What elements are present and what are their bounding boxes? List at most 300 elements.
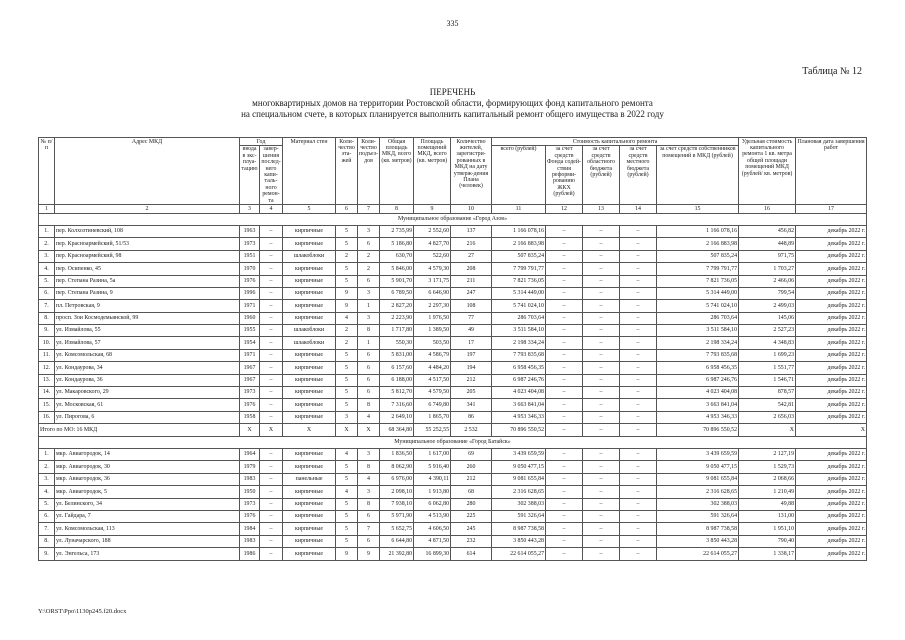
table-row xyxy=(39,349,867,361)
table-cell: 9 050 477,15 xyxy=(492,461,546,473)
table-cell: 1973 xyxy=(240,387,260,399)
table-cell: – xyxy=(546,238,583,250)
table-cell: 1976 xyxy=(240,510,260,522)
table-cell: – xyxy=(583,473,620,485)
table-cell: 6. xyxy=(39,287,55,299)
table-cell: 86 xyxy=(451,411,492,423)
table-cell: 6 xyxy=(358,374,380,386)
table-cell: 6 xyxy=(358,387,380,399)
table-cell: 3 xyxy=(358,312,380,324)
table-cell: декабрь 2022 г. xyxy=(796,263,867,275)
table-cell: 22 614 055,27 xyxy=(492,548,546,560)
total-cell: X xyxy=(336,424,358,436)
column-number: 8 xyxy=(380,205,414,214)
table-cell: 878,57 xyxy=(739,387,796,399)
table-cell: 108 xyxy=(451,300,492,312)
table-cell: кирпичные xyxy=(283,535,336,547)
table-cell: 5 xyxy=(336,523,358,535)
table-cell: ул. Измайлова, 57 xyxy=(55,337,240,349)
table-cell: 302 388,03 xyxy=(492,498,546,510)
column-number: 10 xyxy=(451,205,492,214)
table-cell: 9 xyxy=(336,300,358,312)
table-cell: – xyxy=(620,498,657,510)
total-cell: 55 252,55 xyxy=(414,424,451,436)
table-row xyxy=(39,238,867,250)
table-cell: 8 xyxy=(358,461,380,473)
table-cell: 260 xyxy=(451,461,492,473)
table-cell: – xyxy=(620,473,657,485)
table-cell: 2 316 628,65 xyxy=(657,486,739,498)
table-row xyxy=(39,411,867,423)
section-title: Муниципальное образование «Город Батайск» xyxy=(39,436,867,448)
table-cell: 5 xyxy=(336,510,358,522)
table-cell: ул. Комсомольская, 113 xyxy=(55,523,240,535)
table-row xyxy=(39,362,867,374)
table-cell: кирпичные xyxy=(283,498,336,510)
table-row xyxy=(39,510,867,522)
table-cell: 799,54 xyxy=(739,287,796,299)
table-cell: 22 614 055,27 xyxy=(657,548,739,560)
table-cell: мкр. Авиагородок, 14 xyxy=(55,448,240,460)
table-cell: 1973 xyxy=(240,498,260,510)
table-cell: – xyxy=(620,300,657,312)
table-cell: – xyxy=(260,498,283,510)
table-cell: 8. xyxy=(39,312,55,324)
table-cell: 1 551,77 xyxy=(739,362,796,374)
table-cell: – xyxy=(546,263,583,275)
table-cell: – xyxy=(583,411,620,423)
table-cell: кирпичные xyxy=(283,399,336,411)
table-cell: – xyxy=(546,312,583,324)
header-cost-fund: за счет средств Фонда содей-ствия реформи-рованию ЖКХ (рублей) xyxy=(546,145,583,204)
table-cell: 280 xyxy=(451,498,492,510)
table-cell: – xyxy=(260,399,283,411)
table-cell: – xyxy=(620,337,657,349)
header-year-last-repair: завер-шения послед-него капи-таль-ного ремон-та xyxy=(261,146,281,204)
table-cell: 591 326,64 xyxy=(492,510,546,522)
table-cell: ул. Московская, 61 xyxy=(55,399,240,411)
table-cell: 522,60 xyxy=(414,250,451,262)
table-cell: 5 xyxy=(336,473,358,485)
total-label: Итого по МО: 16 МКД xyxy=(39,424,240,436)
table-cell: 137 xyxy=(451,225,492,237)
table-cell: декабрь 2022 г. xyxy=(796,548,867,560)
table-cell: 8 xyxy=(358,325,380,337)
table-row xyxy=(39,225,867,237)
total-cell: X xyxy=(260,424,283,436)
table-cell: – xyxy=(546,362,583,374)
table-cell: 4 484,20 xyxy=(414,362,451,374)
table-cell: – xyxy=(620,411,657,423)
table-cell: 208 xyxy=(451,263,492,275)
total-cell: – xyxy=(620,424,657,436)
table-cell: 27 xyxy=(451,250,492,262)
table-cell: – xyxy=(546,287,583,299)
table-cell: – xyxy=(260,448,283,460)
table-cell: 5 741 024,10 xyxy=(657,300,739,312)
table-row xyxy=(39,250,867,262)
table-cell: 7 821 736,05 xyxy=(492,275,546,287)
table-cell: 245 xyxy=(451,523,492,535)
table-cell: 1 913,80 xyxy=(414,486,451,498)
table-cell: 2 223,90 xyxy=(380,312,414,324)
table-cell: – xyxy=(546,486,583,498)
table-cell: 6 xyxy=(358,535,380,547)
table-cell: 69 xyxy=(451,448,492,460)
table-cell: 8 062,90 xyxy=(380,461,414,473)
table-cell: 1971 xyxy=(240,300,260,312)
table-cell: – xyxy=(620,374,657,386)
table-cell: 205 xyxy=(451,387,492,399)
table-cell: кирпичные xyxy=(283,238,336,250)
table-cell: 8 987 738,58 xyxy=(492,523,546,535)
table-cell: ул. Комсомольская, 68 xyxy=(55,349,240,361)
table-cell: – xyxy=(260,374,283,386)
table-cell: 3 511 584,10 xyxy=(657,325,739,337)
table-cell: – xyxy=(620,535,657,547)
column-number: 7 xyxy=(358,205,380,214)
table-cell: декабрь 2022 г. xyxy=(796,523,867,535)
table-cell: 3 511 584,10 xyxy=(492,325,546,337)
table-cell: 9 050 477,15 xyxy=(657,461,739,473)
table-cell: 1967 xyxy=(240,374,260,386)
table-cell: декабрь 2022 г. xyxy=(796,325,867,337)
table-cell: 12. xyxy=(39,362,55,374)
table-cell: 1971 xyxy=(240,349,260,361)
table-row xyxy=(39,461,867,473)
table-cell: 7 316,60 xyxy=(380,399,414,411)
table-cell: – xyxy=(260,387,283,399)
table-cell: кирпичные xyxy=(283,448,336,460)
table-cell: – xyxy=(546,411,583,423)
table-cell: 49 xyxy=(451,325,492,337)
column-number: 1 xyxy=(39,205,55,214)
table-row xyxy=(39,523,867,535)
table-cell: 6 xyxy=(358,362,380,374)
table-cell: кирпичные xyxy=(283,287,336,299)
table-cell: 2 xyxy=(336,325,358,337)
table-cell: – xyxy=(620,287,657,299)
table-cell: ул. Гайдара, 7 xyxy=(55,510,240,522)
table-cell: 2 527,23 xyxy=(739,325,796,337)
section-row xyxy=(39,436,867,448)
table-cell: – xyxy=(260,275,283,287)
document-heading xyxy=(0,87,905,120)
table-cell: 3. xyxy=(39,250,55,262)
buildings-table xyxy=(38,137,867,561)
section-row xyxy=(39,213,867,225)
column-number: 6 xyxy=(336,205,358,214)
table-cell: – xyxy=(620,312,657,324)
table-cell: – xyxy=(620,349,657,361)
table-cell: 3 663 841,04 xyxy=(492,399,546,411)
table-cell: – xyxy=(583,535,620,547)
table-cell: 2 xyxy=(336,337,358,349)
table-cell: декабрь 2022 г. xyxy=(796,312,867,324)
table-cell: 3 xyxy=(358,287,380,299)
header-year-group: Год xyxy=(240,138,283,146)
table-cell: 232 xyxy=(451,535,492,547)
table-cell: – xyxy=(583,461,620,473)
table-cell: – xyxy=(583,510,620,522)
table-cell: 1 210,49 xyxy=(739,486,796,498)
table-cell: декабрь 2022 г. xyxy=(796,362,867,374)
table-cell: 9 xyxy=(336,548,358,560)
total-cell: X xyxy=(240,424,260,436)
table-cell: 5 186,80 xyxy=(380,238,414,250)
table-cell: пл. Петровская, 9 xyxy=(55,300,240,312)
total-cell: X xyxy=(358,424,380,436)
table-cell: 503,50 xyxy=(414,337,451,349)
table-cell: ул. Измайлова, 55 xyxy=(55,325,240,337)
table-cell: 3 850 443,28 xyxy=(492,535,546,547)
table-cell: кирпичные xyxy=(283,411,336,423)
table-cell: 1 865,70 xyxy=(414,411,451,423)
table-cell: – xyxy=(620,486,657,498)
header-address: Адрес МКД xyxy=(55,138,240,205)
table-cell: 15. xyxy=(39,399,55,411)
table-cell: 4 348,83 xyxy=(739,337,796,349)
table-cell: – xyxy=(583,448,620,460)
table-cell: – xyxy=(546,473,583,485)
table-cell: – xyxy=(260,535,283,547)
table-cell: 2 166 883,98 xyxy=(492,238,546,250)
column-number: 12 xyxy=(546,205,583,214)
table-cell: 212 xyxy=(451,473,492,485)
table-cell: 3. xyxy=(39,473,55,485)
table-cell: – xyxy=(583,548,620,560)
table-cell: декабрь 2022 г. xyxy=(796,486,867,498)
table-cell: 225 xyxy=(451,510,492,522)
table-cell: 7 821 736,05 xyxy=(657,275,739,287)
table-cell: 286 703,64 xyxy=(492,312,546,324)
table-cell: панельные xyxy=(283,473,336,485)
table-cell: 1 338,17 xyxy=(739,548,796,560)
table-cell: 6 xyxy=(358,238,380,250)
table-cell: 2 198 334,24 xyxy=(492,337,546,349)
table-cell: 1 699,23 xyxy=(739,349,796,361)
column-number: 15 xyxy=(657,205,739,214)
table-cell: 1951 xyxy=(240,250,260,262)
table-row xyxy=(39,498,867,510)
table-cell: кирпичные xyxy=(283,523,336,535)
table-cell: 3 xyxy=(358,225,380,237)
table-cell: пер. Красноармейский, 51/53 xyxy=(55,238,240,250)
total-cell: 2 532 xyxy=(451,424,492,436)
table-cell: 1 166 078,16 xyxy=(492,225,546,237)
table-cell: 5 916,40 xyxy=(414,461,451,473)
table-cell: 4 xyxy=(358,411,380,423)
header-planned-date: Плановая дата завершения работ xyxy=(796,138,867,205)
table-cell: 5 812,70 xyxy=(380,387,414,399)
table-cell: – xyxy=(583,387,620,399)
table-cell: – xyxy=(620,275,657,287)
table-cell: 5 741 024,10 xyxy=(492,300,546,312)
table-row xyxy=(39,300,867,312)
section-title: Муниципальное образование «Город Азов» xyxy=(39,213,867,225)
table-cell: 7. xyxy=(39,523,55,535)
table-cell: декабрь 2022 г. xyxy=(796,300,867,312)
header-cost-local: за счет средств местного бюджета (рублей) xyxy=(620,145,657,204)
table-cell: – xyxy=(620,399,657,411)
table-cell: 1950 xyxy=(240,486,260,498)
table-cell: 9. xyxy=(39,325,55,337)
total-cell: – xyxy=(546,424,583,436)
table-cell: 2 297,30 xyxy=(414,300,451,312)
table-cell: – xyxy=(260,486,283,498)
table-cell: – xyxy=(546,275,583,287)
table-row xyxy=(39,325,867,337)
table-cell: 1 703,27 xyxy=(739,263,796,275)
table-cell: 6 644,80 xyxy=(380,535,414,547)
table-cell: – xyxy=(620,510,657,522)
table-cell: – xyxy=(260,473,283,485)
table-cell: 5 314 449,00 xyxy=(657,287,739,299)
table-cell: кирпичные xyxy=(283,362,336,374)
table-cell: 5 xyxy=(336,498,358,510)
table-cell: 286 703,64 xyxy=(657,312,739,324)
table-cell: 4 xyxy=(336,312,358,324)
table-cell: 5 xyxy=(336,349,358,361)
table-cell: мкр. Авиагородок, 36 xyxy=(55,473,240,485)
table-cell: – xyxy=(546,498,583,510)
table-cell: – xyxy=(546,325,583,337)
table-cell: 302 388,03 xyxy=(657,498,739,510)
table-cell: 6 958 456,35 xyxy=(657,362,739,374)
table-cell: 5 xyxy=(336,387,358,399)
table-cell: кирпичные xyxy=(283,263,336,275)
table-cell: пер. Степана Разина, 5а xyxy=(55,275,240,287)
table-cell: 3 439 659,59 xyxy=(657,448,739,460)
header-wall-material: Материал стен xyxy=(283,138,336,205)
table-cell: 2 xyxy=(358,263,380,275)
table-cell: – xyxy=(583,523,620,535)
table-cell: 7. xyxy=(39,300,55,312)
table-cell: – xyxy=(260,287,283,299)
table-cell: – xyxy=(260,349,283,361)
table-cell: 5. xyxy=(39,275,55,287)
table-cell: – xyxy=(583,399,620,411)
table-cell: 6 157,60 xyxy=(380,362,414,374)
table-row xyxy=(39,263,867,275)
table-cell: 6 646,90 xyxy=(414,287,451,299)
table-cell: 2 xyxy=(336,250,358,262)
table-cell: – xyxy=(583,312,620,324)
table-cell: декабрь 2022 г. xyxy=(796,250,867,262)
table-cell: – xyxy=(620,523,657,535)
table-cell: 2 198 334,24 xyxy=(657,337,739,349)
header-floors: Коли-чество эта-жей xyxy=(336,138,358,205)
table-cell: – xyxy=(620,387,657,399)
table-cell: декабрь 2022 г. xyxy=(796,349,867,361)
table-cell: кирпичные xyxy=(283,300,336,312)
table-cell: – xyxy=(620,225,657,237)
table-cell: 1 546,71 xyxy=(739,374,796,386)
header-num: № п/п xyxy=(39,138,55,205)
table-cell: ул. Энгельса, 173 xyxy=(55,548,240,560)
table-cell: декабрь 2022 г. xyxy=(796,448,867,460)
table-cell: 6 xyxy=(358,349,380,361)
table-cell: 212 xyxy=(451,374,492,386)
table-cell: шлакоблоки xyxy=(283,325,336,337)
table-cell: – xyxy=(620,250,657,262)
table-cell: 68 xyxy=(451,486,492,498)
header-premises-area: Площадь помещений МКД, всего (кв. метров) xyxy=(414,138,451,205)
table-cell: 4. xyxy=(39,263,55,275)
table-cell: 3 850 443,28 xyxy=(657,535,739,547)
table-cell: – xyxy=(260,362,283,374)
table-cell: 5 xyxy=(336,535,358,547)
table-cell: декабрь 2022 г. xyxy=(796,411,867,423)
table-cell: 6 749,80 xyxy=(414,399,451,411)
table-cell: – xyxy=(620,362,657,374)
table-cell: 17 xyxy=(451,337,492,349)
column-number: 16 xyxy=(739,205,796,214)
table-cell: 4 xyxy=(336,448,358,460)
table-cell: 1 836,50 xyxy=(380,448,414,460)
table-cell: декабрь 2022 г. xyxy=(796,399,867,411)
table-cell: 49,88 xyxy=(739,498,796,510)
table-cell: 5 846,00 xyxy=(380,263,414,275)
table-cell: 2 316 628,65 xyxy=(492,486,546,498)
table-cell: декабрь 2022 г. xyxy=(796,387,867,399)
table-cell: 1973 xyxy=(240,238,260,250)
total-cell: – xyxy=(583,424,620,436)
table-cell: кирпичные xyxy=(283,349,336,361)
header-entrances: Коли-чество подъез-дов xyxy=(358,138,380,205)
total-cell: 70 896 550,52 xyxy=(492,424,546,436)
total-row xyxy=(39,424,867,436)
table-cell: 1 717,80 xyxy=(380,325,414,337)
table-cell: пер. Степана Разина, 9 xyxy=(55,287,240,299)
table-cell: – xyxy=(546,523,583,535)
table-cell: – xyxy=(620,263,657,275)
table-cell: 3 xyxy=(358,448,380,460)
table-cell: просп. Зои Космодемьянской, 99 xyxy=(55,312,240,324)
table-cell: 1 529,73 xyxy=(739,461,796,473)
table-cell: – xyxy=(260,411,283,423)
table-cell: 4 579,50 xyxy=(414,387,451,399)
page-number: 335 xyxy=(446,19,459,28)
table-cell: декабрь 2022 г. xyxy=(796,473,867,485)
table-cell: – xyxy=(583,337,620,349)
table-row xyxy=(39,337,867,349)
table-row xyxy=(39,312,867,324)
table-cell: ул. Кондаурова, 36 xyxy=(55,374,240,386)
table-cell: 448,89 xyxy=(739,238,796,250)
table-cell: кирпичные xyxy=(283,510,336,522)
table-cell: 9 081 655,84 xyxy=(492,473,546,485)
table-cell: – xyxy=(260,523,283,535)
table-cell: 1979 xyxy=(240,461,260,473)
table-cell: 7 938,10 xyxy=(380,498,414,510)
table-cell: 7 793 835,68 xyxy=(492,349,546,361)
table-cell: 5 xyxy=(336,275,358,287)
table-cell: мкр. Авиагородок, 30 xyxy=(55,461,240,473)
table-cell: – xyxy=(260,461,283,473)
document-title: ПЕРЕЧЕНЬ xyxy=(429,87,476,97)
table-cell: 4 513,90 xyxy=(414,510,451,522)
table-cell: 1 xyxy=(358,337,380,349)
table-cell: 1986 xyxy=(240,548,260,560)
table-cell: 6 789,50 xyxy=(380,287,414,299)
table-cell: – xyxy=(583,486,620,498)
table-cell: 1963 xyxy=(240,225,260,237)
table-cell: 247 xyxy=(451,287,492,299)
table-cell: – xyxy=(260,250,283,262)
table-cell: 4 606,50 xyxy=(414,523,451,535)
table-cell: 971,75 xyxy=(739,250,796,262)
